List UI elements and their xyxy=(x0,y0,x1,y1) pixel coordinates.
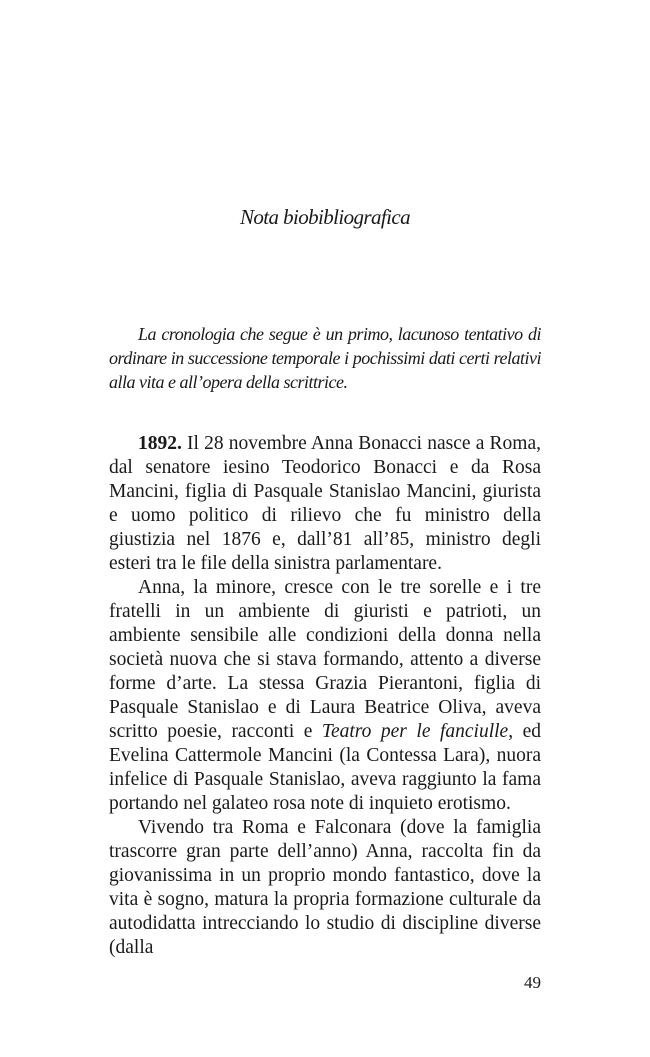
paragraph-text: Il 28 novembre Anna Bonacci nasce a Roma, dal senatore iesino Teodorico Bonacci e da Rosa Mancini, figlia di Pasquale Stanislao Mancini, giurista e uomo politico di rilievo che fu ministro della giustizia nel 1876 e, dall’81 all’85, ministro degli esteri tra le file della sinistra parlamentare. xyxy=(109,433,541,574)
year-label: 1892. xyxy=(138,433,182,454)
intro-paragraph xyxy=(109,322,541,394)
book-title-italic: Teatro per le fanciulle xyxy=(321,721,509,742)
page-number: 49 xyxy=(524,973,541,992)
paragraph-text-before: Anna, la minore, cresce con le tre sorelle e i tre fratelli in un ambiente di giuristi e patrioti, un ambiente sensibile alle condizioni della donna nella società nuova che si stava formando, attento a diverse forme d’arte. La stessa Grazia Pierantoni, figlia di Pasquale Stanislao e di Laura Beatrice Oliva, aveva scritto poesie, racconti e xyxy=(109,577,541,742)
paragraph-text: Vivendo tra Roma e Falconara (dove la famiglia trascorre gran parte dell’anno) Anna, raccolta fin da giovanissima in un proprio mondo fantastico, dove la vita è sogno, matura la propria formazione culturale da autodidatta intrecciando lo studio di discipline diverse (dalla xyxy=(109,817,541,958)
chronology-body xyxy=(109,432,541,960)
paragraph-formation xyxy=(109,816,541,960)
paragraph-1892 xyxy=(109,432,541,576)
section-title: Nota biobibliografica xyxy=(240,205,410,229)
intro-text: La cronologia che segue è un primo, lacunoso tentativo di ordinare in successione temporale i pochissimi dati certi relativi alla vita e all’opera della scrittrice. xyxy=(109,324,541,392)
paragraph-text-after: , ed Evelina Cattermole Mancini (la Contessa Lara), nuora infelice di Pasquale Stanislao, aveva raggiunto la fama portando nel galateo rosa note di inquieto erotismo. xyxy=(109,721,542,814)
paragraph-family xyxy=(109,576,541,816)
